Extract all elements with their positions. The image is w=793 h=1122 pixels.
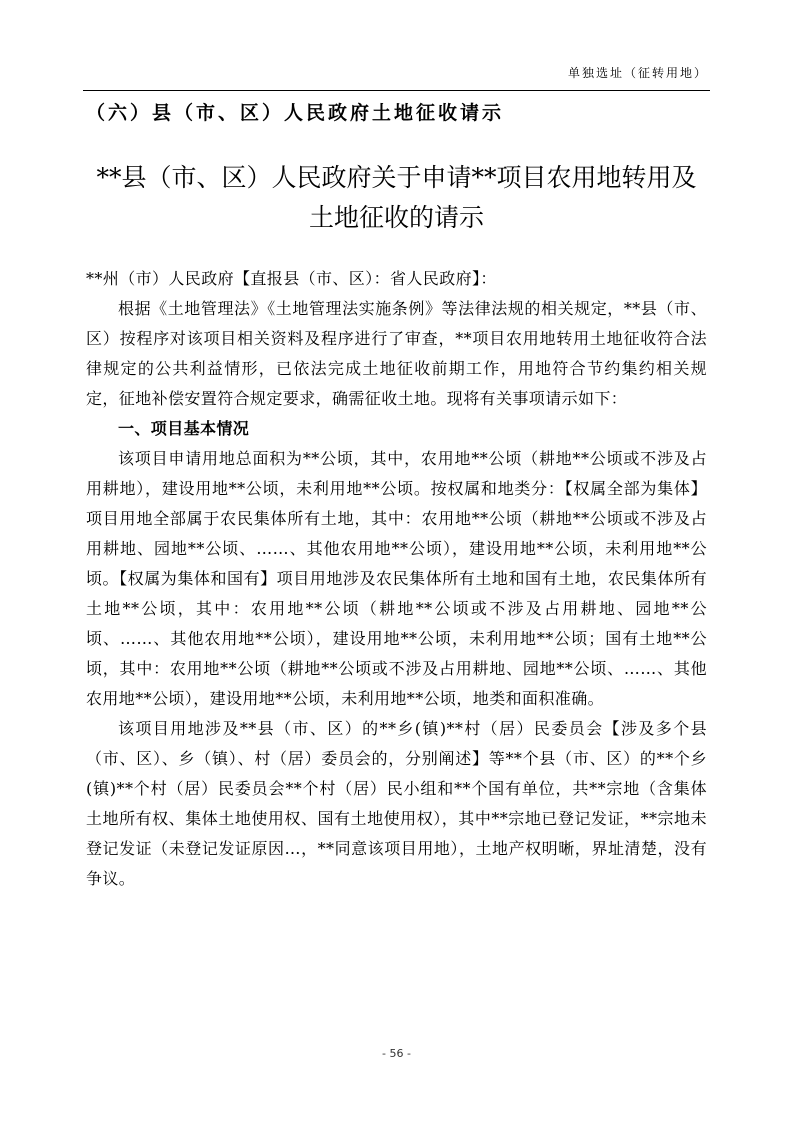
- document-title-line-2: 土地征收的请示: [308, 203, 484, 232]
- paragraph-legal-basis: 根据《土地管理法》《土地管理法实施条例》等法律法规的相关规定，**县（市、区）按程序对该项目相关资料及程序进行了审查，**项目农用地转用土地征收符合法律规定的公共利益情形，已依法完成土地征收前期工作，用地符合节约集约相关规定，征地补偿安置符合规定要求，确需征收土地。现将有关事项请示如下：: [86, 299, 707, 408]
- salutation: **州（市）人民政府【直报县（市、区）：省人民政府】：: [86, 269, 497, 288]
- paragraph-land-ownership: 该项目用地涉及**县（市、区）的**乡(镇)**村（居）民委员会【涉及多个县（市、区）、乡（镇）、村（居）委员会的，分别阐述】等**个县（市、区）的**个乡(镇)**个村（居）民委员会**个村（居）民小组和**个国有单位，共**宗地（含集体土地所有权、集体土地使用权、国有土地使用权），其中**宗地已登记发证，**宗地未登记发证（未登记发证原因…，**同意该项目用地），土地产权明晰，界址清楚，没有争议。: [86, 719, 707, 888]
- document-title-line-1: **县（市、区）人民政府关于申请**项目农用地转用及: [96, 163, 697, 192]
- document-title: [83, 158, 710, 238]
- document-body: [86, 264, 707, 894]
- paragraph-land-area: 该项目申请用地总面积为**公顷，其中，农用地**公顷（耕地**公顷或不涉及占用耕地），建设用地**公顷，未利用地**公顷。按权属和地类分：【权属全部为集体】项目用地全部属于农民集体所有土地，其中：农用地**公顷（耕地**公顷或不涉及占用耕地、园地**公顷、……、其他农用地**公顷），建设用地**公顷，未利用地**公顷。【权属为集体和国有】项目用地涉及农民集体所有土地和国有土地，农民集体所有土地**公顷，其中：农用地**公顷（耕地**公顷或不涉及占用耕地、园地**公顷、……、其他农用地**公顷），建设用地**公顷，未利用地**公顷；国有土地**公顷，其中：农用地**公顷（耕地**公顷或不涉及占用耕地、园地**公顷、……、其他农用地**公顷），建设用地**公顷，未利用地**公顷，地类和面积准确。: [86, 449, 707, 708]
- section-heading: （六）县（市、区）人民政府土地征收请示: [86, 102, 505, 124]
- page-number: - 56 -: [382, 1047, 411, 1060]
- running-header: 单独选址（征转用地）: [567, 66, 708, 80]
- header-divider: [83, 90, 710, 91]
- subheading-project-basics: 一、项目基本情况: [118, 419, 250, 438]
